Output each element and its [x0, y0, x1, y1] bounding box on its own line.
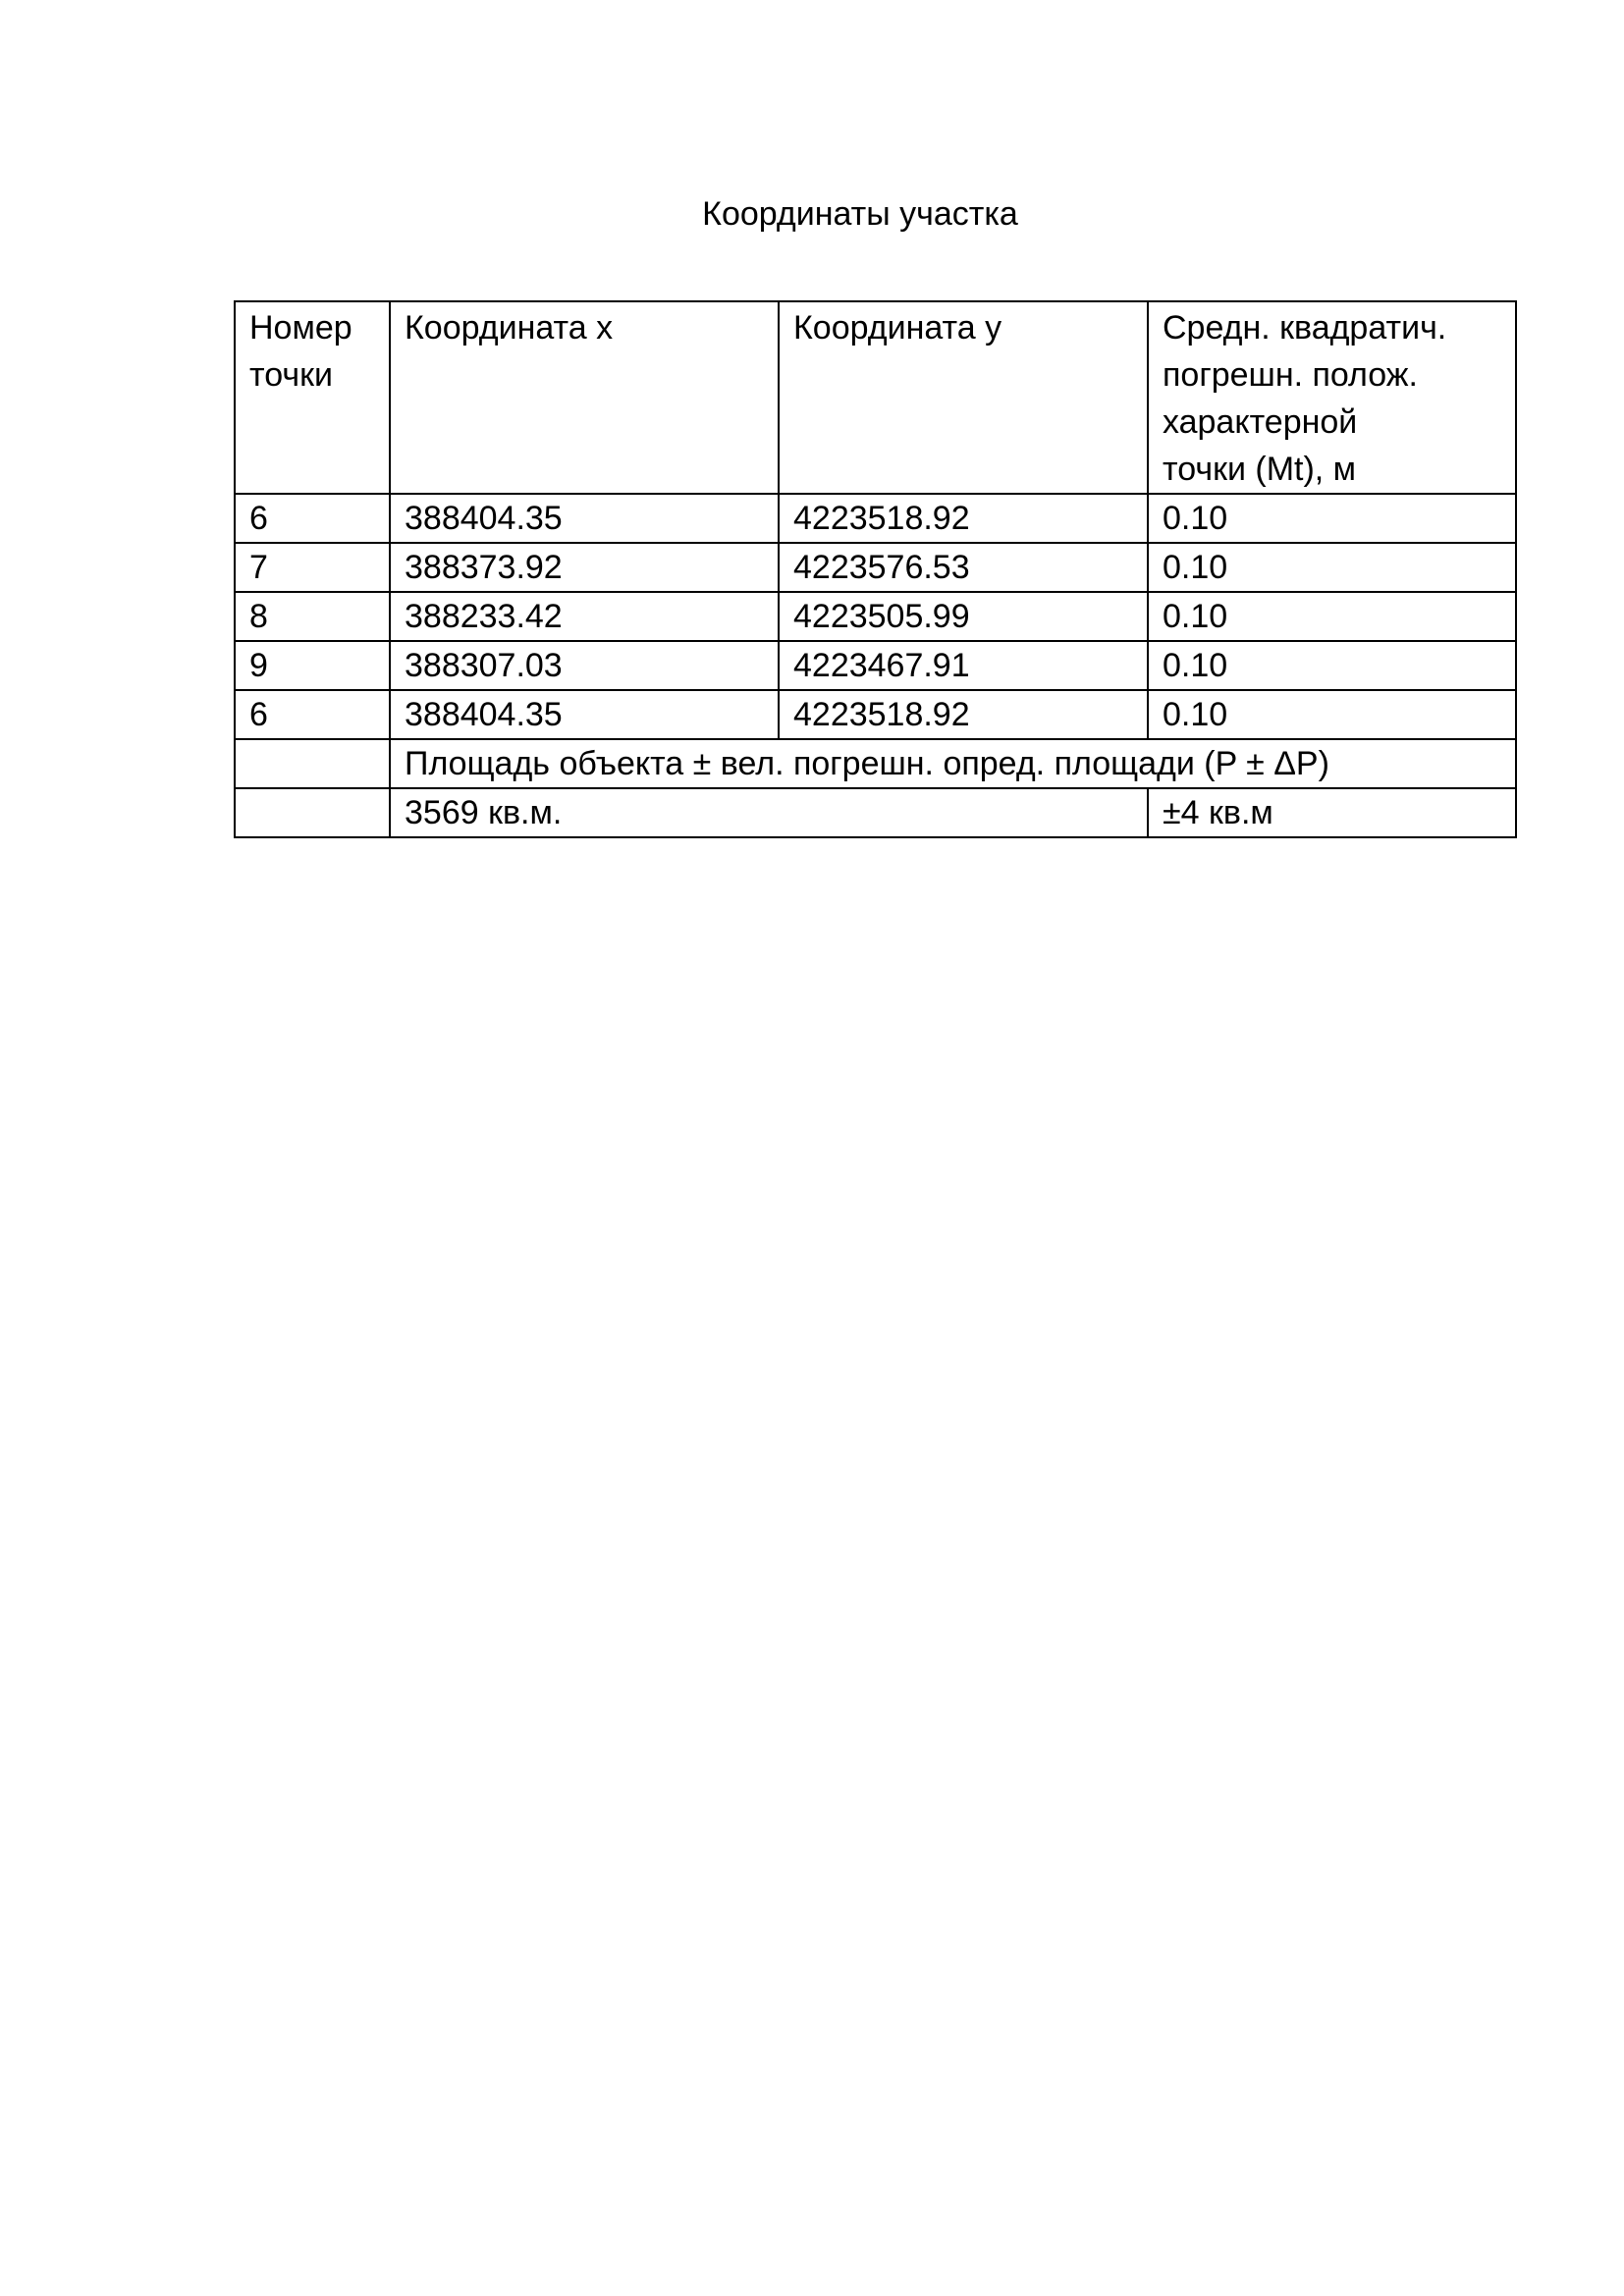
header-mean-error: Средн. квадратич. погрешн. полож. характерной точки (Mt), м	[1148, 301, 1516, 494]
cell-point: 6	[235, 690, 390, 739]
cell-y: 4223576.53	[779, 543, 1148, 592]
cell-point: 8	[235, 592, 390, 641]
cell-point: 9	[235, 641, 390, 690]
cell-x: 388373.92	[390, 543, 779, 592]
cell-point: 6	[235, 494, 390, 543]
area-label-row	[235, 739, 1516, 788]
area-label-empty-cell	[235, 739, 390, 788]
cell-mt: 0.10	[1148, 543, 1516, 592]
cell-mt: 0.10	[1148, 690, 1516, 739]
cell-x: 388307.03	[390, 641, 779, 690]
table-row	[235, 494, 1516, 543]
cell-point: 7	[235, 543, 390, 592]
area-error: ±4 кв.м	[1148, 788, 1516, 837]
area-value: 3569 кв.м.	[390, 788, 1148, 837]
header-point-number: Номер точки	[235, 301, 390, 494]
cell-y: 4223518.92	[779, 690, 1148, 739]
table-row	[235, 592, 1516, 641]
table-header-row	[235, 301, 1516, 494]
header-coord-y: Координата у	[779, 301, 1148, 494]
table-row	[235, 543, 1516, 592]
cell-y: 4223505.99	[779, 592, 1148, 641]
cell-y: 4223518.92	[779, 494, 1148, 543]
header-coord-x: Координата х	[390, 301, 779, 494]
area-value-empty-cell	[235, 788, 390, 837]
cell-mt: 0.10	[1148, 641, 1516, 690]
cell-y: 4223467.91	[779, 641, 1148, 690]
cell-x: 388404.35	[390, 690, 779, 739]
cell-x: 388233.42	[390, 592, 779, 641]
coordinates-table	[234, 300, 1517, 838]
table-row	[235, 690, 1516, 739]
cell-mt: 0.10	[1148, 494, 1516, 543]
cell-mt: 0.10	[1148, 592, 1516, 641]
cell-x: 388404.35	[390, 494, 779, 543]
area-value-row	[235, 788, 1516, 837]
area-label: Площадь объекта ± вел. погрешн. опред. площади (P ± ΔP)	[390, 739, 1516, 788]
table-row	[235, 641, 1516, 690]
page-title: Координаты участка	[702, 195, 1018, 233]
